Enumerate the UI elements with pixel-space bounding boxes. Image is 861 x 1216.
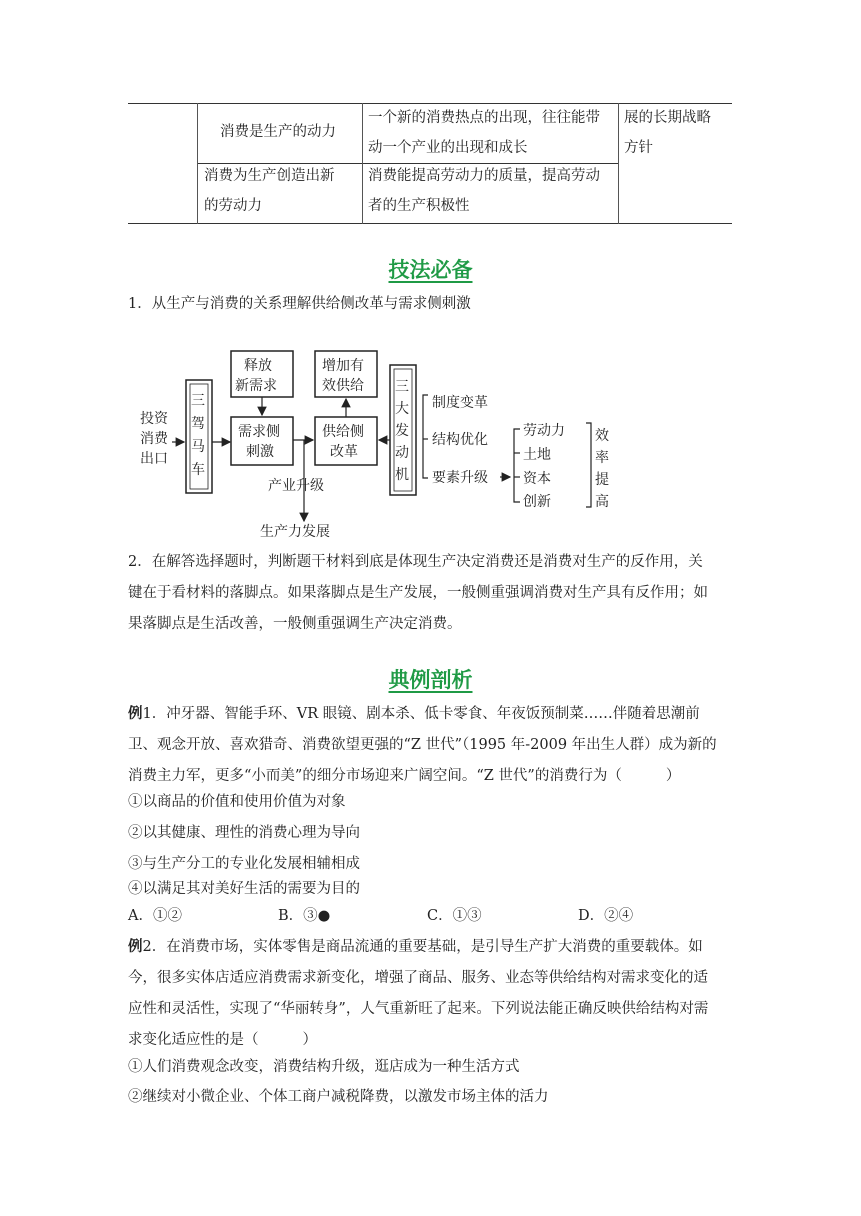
example-1-label: 例 — [128, 706, 143, 722]
label-export: 出口 — [140, 451, 168, 467]
example-2-statement-2: ②继续对小微企业、个体工商户减税降费，以激发市场主体的活力 — [128, 1089, 549, 1105]
svg-text:机: 机 — [395, 467, 409, 483]
example-1-statement-1: ①以商品的价值和使用价值为对象 — [128, 794, 346, 810]
release-demand-line2: 新需求 — [235, 378, 277, 394]
svg-text:发: 发 — [395, 423, 409, 439]
factor-capital: 资本 — [523, 471, 551, 487]
factor-upgrade: 要素升级 — [432, 470, 488, 486]
svg-text:率: 率 — [595, 450, 609, 466]
demand-stimulus-line1: 需求侧 — [238, 424, 280, 440]
table-row-1-role: 消费是生产的动力 — [220, 124, 336, 140]
svg-text:大: 大 — [395, 401, 409, 417]
institutional-reform: 制度变革 — [432, 395, 488, 411]
demand-stimulus-line2: 刺激 — [246, 444, 274, 460]
supply-demand-diagram — [128, 335, 628, 545]
example-1-statement-3: ③与生产分工的专业化发展相辅相成 — [128, 856, 360, 872]
svg-text:动: 动 — [395, 445, 409, 461]
svg-text:效: 效 — [595, 428, 609, 444]
example-1-option-a: A．①② — [128, 908, 182, 924]
example-1-statement-4: ④以满足其对美好生活的需要为目的 — [128, 881, 360, 897]
section-heading-examples: 典例剖析 — [388, 668, 473, 692]
factor-land: 土地 — [523, 447, 551, 463]
example-1-option-b: B．③● — [278, 908, 331, 924]
svg-text:三: 三 — [395, 379, 409, 395]
svg-text:马: 马 — [191, 439, 205, 455]
increase-supply-line2: 效供给 — [322, 378, 364, 394]
table-row-1-explanation: 一个新的消费热点的出现，往往能带 动一个产业的出现和成长 — [368, 110, 600, 156]
technique-point-2: 2．在解答选择题时，判断题干材料到底是体现生产决定消费还是消费对生产的反作用，关 键在于看材料的落脚点。如果落脚点是生产发展，一般侧重强调消费对生产具有反作用；如 果落脚点是生活改善，一般侧重强调生产决定消费。 — [128, 554, 708, 632]
svg-text:提: 提 — [595, 472, 609, 488]
example-1-statement-2: ②以其健康、理性的消费心理为导向 — [128, 825, 360, 841]
table-merged-cell: 展的长期战略 方针 — [624, 110, 711, 156]
example-2-question: 例2．在消费市场，实体零售是商品流通的重要基础，是引导生产扩大消费的重要载体。如 今，很多实体店适应消费需求新变化，增强了商品、服务、业态等供给结构对需求变化的适 应性和灵活性，实现了“华丽转身”，人气重新旺了起来。下列说法能正确反映供给结构对需 求变化适应性的是（ ） — [128, 939, 709, 1048]
table-row-2-role: 消费为生产创造出新 的劳动力 — [204, 168, 335, 214]
technique-point-1: 1．从生产与消费的关系理解供给侧改革与需求侧刺激 — [128, 296, 471, 312]
example-2-statement-1: ①人们消费观念改变，消费结构升级，逛店成为一种生活方式 — [128, 1059, 520, 1075]
svg-text:车: 车 — [191, 462, 205, 478]
example-1-question: 例1．冲牙器、智能手环、VR 眼镜、剧本杀、低卡零食、年夜饭预制菜……伴随着思潮前 卫、观念开放、喜欢猎奇、消费欲望更强的“Z 世代”（1995 年-2009 年出生人群）成为新的 消费主力军，更多“小而美”的细分市场迎来广阔空间。“Z 世代”的消费行为（ ） — [128, 706, 717, 784]
example-1-option-c: C．①③ — [427, 908, 482, 924]
label-investment: 投资 — [140, 411, 168, 427]
svg-text:驾: 驾 — [191, 416, 205, 432]
factor-innovation: 创新 — [523, 494, 551, 510]
troika-label — [191, 393, 205, 478]
factor-labor: 劳动力 — [523, 423, 565, 439]
industry-upgrade-label: 产业升级 — [268, 478, 324, 494]
svg-text:三: 三 — [191, 393, 205, 409]
comparison-table — [128, 103, 732, 224]
example-2-label: 例 — [128, 939, 143, 955]
release-demand-line1: 释放 — [244, 358, 272, 374]
productivity-label: 生产力发展 — [260, 524, 330, 540]
structural-optimization: 结构优化 — [432, 432, 488, 448]
svg-text:高: 高 — [595, 494, 609, 510]
increase-supply-line1: 增加有 — [322, 358, 364, 374]
example-1-option-d: D．②④ — [578, 908, 634, 924]
supply-reform-line1: 供给侧 — [322, 424, 364, 440]
efficiency-label — [595, 428, 609, 510]
section-heading-techniques: 技法必备 — [388, 258, 473, 282]
three-engines-label — [395, 379, 409, 483]
supply-reform-line2: 改革 — [330, 444, 358, 460]
label-consumption: 消费 — [140, 431, 168, 447]
table-row-2-explanation: 消费能提高劳动力的质量，提高劳动 者的生产积极性 — [368, 168, 600, 214]
